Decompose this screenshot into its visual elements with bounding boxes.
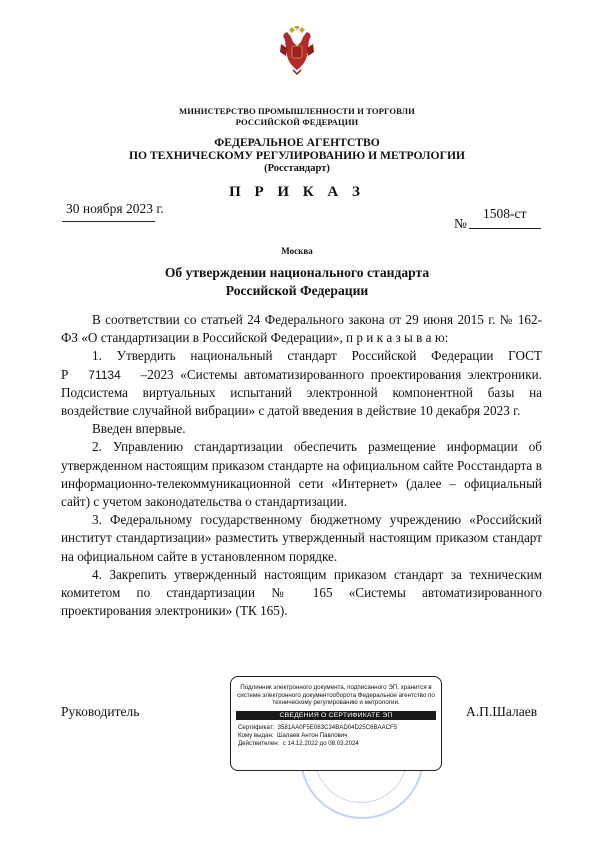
state-emblem-icon	[277, 26, 317, 76]
ministry-line-1: МИНИСТЕРСТВО ПРОМЫШЛЕННОСТИ И ТОРГОВЛИ	[179, 106, 415, 116]
date-underline	[62, 221, 155, 222]
item-1-prefix: 1. Утвердить национальный стандарт Российской Федерации ГОСТ Р	[61, 348, 542, 382]
certificate-title-bar: СВЕДЕНИЯ О СЕРТИФИКАТЕ ЭП	[236, 711, 436, 720]
title-line-2: Российской Федерации	[225, 283, 369, 298]
signatory-position: Руководитель	[61, 704, 140, 719]
signatory-name: А.П.Шалаев	[466, 704, 538, 719]
ministry-line-2: РОССИЙСКОЙ ФЕДЕРАЦИИ	[235, 117, 359, 127]
gost-number: 71134	[88, 367, 121, 382]
e-signature-box	[230, 676, 442, 771]
certificate-label: Сертификат:	[238, 723, 275, 731]
order-title	[0, 264, 594, 300]
owner-value: Шалаев Антон Павлович	[276, 731, 348, 739]
agency-line-3: (Росстандарт)	[264, 163, 330, 174]
certificate-value: 3581AA0F5E083C34BAD04D25C6BAACF5	[277, 723, 398, 731]
item-2-paragraph: 2. Управлению стандартизации обеспечить размещение информации об утвержденном настоящим приказом стандарте на официальном сайте Росстандарта в информационно-телекоммуникационной сети «Интернет» (далее – официальный сайт) с учетом законодательства о стандартизации.	[61, 439, 542, 510]
validity-label: Действителен:	[238, 739, 280, 747]
item-4-paragraph: 4. Закрепить утвержденный настоящим приказом стандарт за техническим комитетом по стандартизации № 165 «Системы автоматизированного проектирования электроники» (ТК 165).	[61, 566, 542, 619]
order-number: 1508-ст	[483, 206, 527, 221]
title-line-1: Об утверждении национального стандарта	[164, 265, 430, 280]
agency-line-2: ПО ТЕХНИЧЕСКОМУ РЕГУЛИРОВАНИЮ И МЕТРОЛОГИИ	[129, 149, 465, 162]
ministry-name	[0, 106, 594, 128]
city: Москва	[281, 246, 313, 256]
validity-value: с 14.12.2022 до 08.03.2024	[282, 739, 359, 747]
order-body	[61, 311, 542, 620]
number-underline	[469, 228, 541, 229]
agency-line-1: ФЕДЕРАЛЬНОЕ АГЕНТСТВО	[214, 136, 380, 149]
certificate-row	[231, 724, 441, 732]
number-sign: №	[454, 216, 467, 231]
item-1-suffix: –2023 «Системы автоматизированного проектирования электроники. Подсистема виртуальных испытаний электронной компонентной базы на воздействие случайной вибрации» с датой введения в действие 10 декабря 2023 г.	[61, 366, 542, 419]
agency-name	[0, 136, 594, 175]
owner-label: Кому выдан:	[238, 731, 274, 739]
owner-row	[231, 732, 441, 740]
document-type: П Р И К А З	[229, 184, 365, 200]
item-3-paragraph: 3. Федеральному государственному бюджетному учреждению «Российский институт стандартизации» разместить утвержденный настоящим приказом стандарт на официальном сайте в установленном порядке.	[61, 512, 542, 564]
intro-paragraph: В соответствии со статьей 24 Федерального закона от 29 июня 2015 г. № 162-ФЗ «О стандартизации в Российской Федерации», п р и к а з ы в а ю:	[61, 312, 542, 346]
order-date: 30 ноября 2023 г.	[66, 201, 164, 216]
e-signature-note: Подлинник электронного документа, подписанного ЭП, хранится в системе электронного документооборота Федеральное агентство по техническому регулированию и метрологии.	[237, 684, 435, 707]
validity-row	[231, 740, 441, 748]
first-time-note: Введен впервые.	[92, 421, 186, 437]
item-1-paragraph	[61, 347, 542, 420]
